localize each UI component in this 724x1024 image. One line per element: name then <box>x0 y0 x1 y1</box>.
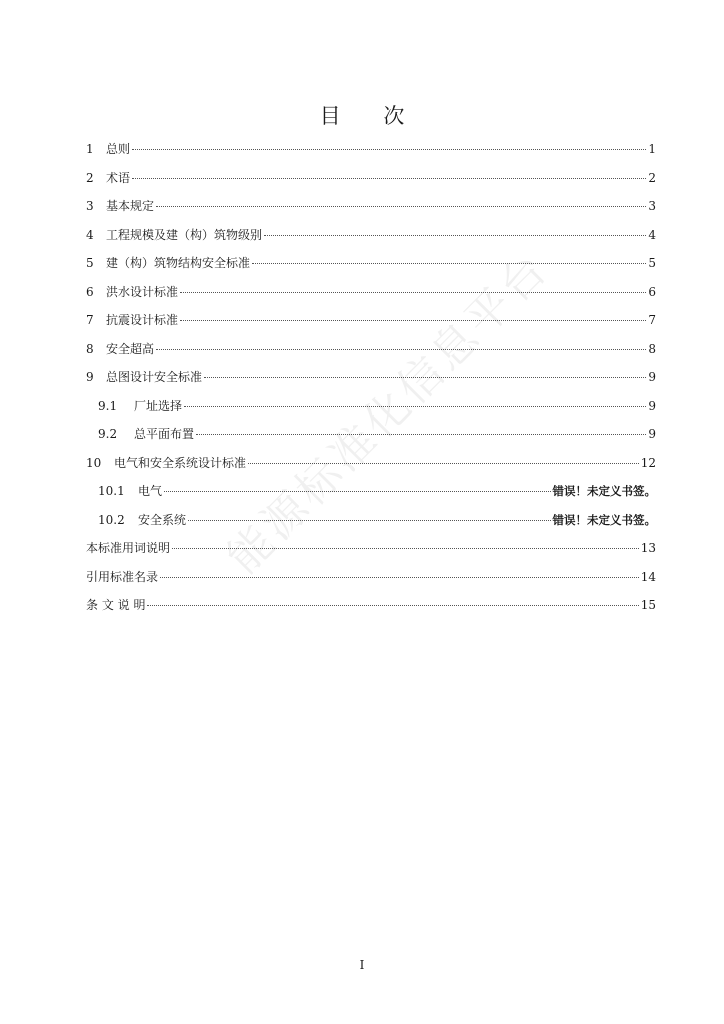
dot-leader <box>264 234 646 236</box>
toc-page-error: 错误！未定义书签。 <box>552 512 656 527</box>
toc-number: 6 <box>86 284 94 299</box>
toc-number: 5 <box>86 256 94 270</box>
toc-label: 总平面布置 <box>134 427 195 441</box>
toc-title: 目 次 <box>319 104 423 128</box>
toc-entry-7[interactable] <box>86 306 656 335</box>
toc-label: 电气 <box>138 484 163 498</box>
toc-page-error: 错误！未定义书签。 <box>552 484 656 498</box>
toc-label: 抗震设计标准 <box>106 313 179 327</box>
toc-label: 安全系统 <box>138 512 187 527</box>
toc-page: 9 <box>648 370 656 384</box>
dot-leader <box>180 291 646 293</box>
toc-page: 15 <box>640 598 656 612</box>
toc-number: 9.2 <box>98 427 118 441</box>
toc-entry-10-2[interactable] <box>86 506 656 535</box>
toc-label: 安全超高 <box>106 341 155 356</box>
page-number: I <box>359 958 365 972</box>
toc-label: 术语 <box>106 170 131 185</box>
toc-label: 本标准用词说明 <box>86 541 171 555</box>
toc-number: 10.1 <box>98 484 125 498</box>
dot-leader <box>132 148 646 150</box>
toc-number: 3 <box>86 199 94 213</box>
toc-page: 1 <box>648 142 656 156</box>
dot-leader <box>164 490 550 492</box>
toc-number: 10 <box>86 455 102 470</box>
toc-page: 7 <box>648 313 656 327</box>
toc-entry-explanation[interactable] <box>86 591 656 620</box>
toc-label: 总则 <box>106 142 131 156</box>
toc-entry-terms-usage[interactable] <box>86 534 656 563</box>
toc-label: 洪水设计标准 <box>106 284 179 299</box>
toc-number: 9 <box>86 370 94 384</box>
toc-entry-referenced-standards[interactable] <box>86 563 656 592</box>
watermark: 能源标准化信息平台 <box>217 242 560 584</box>
toc-number: 10.2 <box>98 512 125 527</box>
toc-label: 厂址选择 <box>134 398 183 413</box>
toc-page: 2 <box>648 170 656 185</box>
toc-label: 电气和安全系统设计标准 <box>114 455 247 470</box>
toc-label: 引用标准名录 <box>86 569 159 584</box>
toc-number: 8 <box>86 341 94 356</box>
dot-leader <box>160 576 639 578</box>
toc-page: 9 <box>648 427 656 441</box>
toc-entry-3[interactable] <box>86 192 656 221</box>
toc-page: 6 <box>648 284 656 299</box>
toc-label: 总图设计安全标准 <box>106 370 203 384</box>
toc-page: 12 <box>640 455 656 470</box>
dot-leader <box>132 177 646 179</box>
toc-number: 2 <box>86 170 94 185</box>
toc-entry-2[interactable] <box>86 164 656 193</box>
toc-label: 工程规模及建（构）筑物级别 <box>106 227 263 242</box>
toc-entry-10-1[interactable] <box>86 477 656 506</box>
toc-entry-6[interactable] <box>86 278 656 307</box>
toc-entry-8[interactable] <box>86 335 656 364</box>
dot-leader <box>156 205 646 207</box>
dot-leader <box>147 604 638 606</box>
toc-page: 5 <box>648 256 656 270</box>
toc-page: 9 <box>648 398 656 413</box>
toc-label: 建（构）筑物结构安全标准 <box>106 256 251 270</box>
dot-leader <box>252 262 646 264</box>
dot-leader <box>180 319 646 321</box>
toc-entry-1[interactable] <box>86 135 656 164</box>
toc-number: 9.1 <box>98 398 118 413</box>
toc-page: 3 <box>648 199 656 213</box>
toc-number: 7 <box>86 313 94 327</box>
dot-leader <box>196 433 646 435</box>
toc-page: 4 <box>648 227 656 242</box>
toc-page: 13 <box>640 541 656 555</box>
toc-entry-5[interactable] <box>86 249 656 278</box>
toc-label: 基本规定 <box>106 199 155 213</box>
toc-label: 条 文 说 明 <box>86 598 146 612</box>
toc-number: 4 <box>86 227 94 242</box>
toc-number: 1 <box>86 142 94 156</box>
toc-entry-4[interactable] <box>86 221 656 250</box>
toc-page: 8 <box>648 341 656 356</box>
toc-page: 14 <box>640 569 656 584</box>
